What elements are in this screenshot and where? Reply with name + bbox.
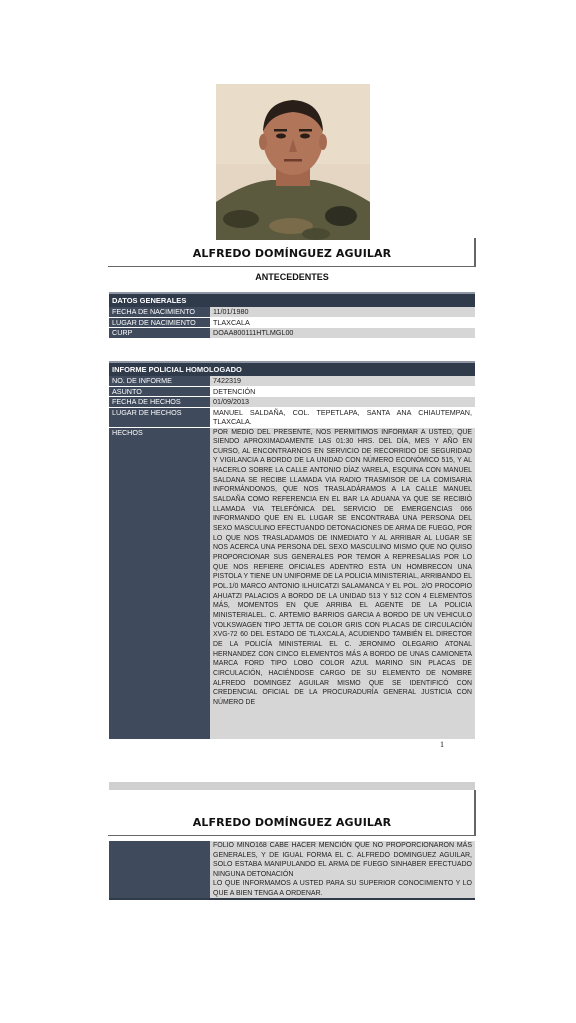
informe-policial-table	[109, 361, 475, 740]
row-label: LUGAR DE NACIMIENTO	[109, 318, 210, 328]
row-label: FECHA DE HECHOS	[109, 397, 210, 407]
person-name-heading-page2: ALFREDO DOMÍNGUEZ AGUILAR	[192, 816, 392, 829]
continuation-table	[109, 841, 475, 900]
row-label: FECHA DE NACIMIENTO	[109, 307, 210, 317]
table-row	[109, 328, 475, 339]
continuation-text	[210, 841, 475, 899]
page-top-band	[109, 782, 475, 790]
suspect-photo	[216, 84, 370, 240]
heading-rule-horizontal	[108, 835, 476, 836]
datos-generales-header: DATOS GENERALES	[109, 292, 475, 307]
row-value: 7422319	[210, 376, 475, 386]
table-row	[109, 428, 475, 740]
row-label: LUGAR DE HECHOS	[109, 408, 210, 427]
informe-header: INFORME POLICIAL HOMOLOGADO	[109, 361, 475, 376]
table-row	[109, 397, 475, 408]
heading-rule-horizontal	[108, 266, 476, 267]
row-value: DETENCIÓN	[210, 387, 475, 397]
section-title-antecedentes: ANTECEDENTES	[255, 272, 329, 282]
row-label-empty	[109, 841, 210, 899]
row-value: DOAA800111HTLMGL00	[210, 328, 475, 338]
continuation-paragraph: LO QUE INFORMAMOS A USTED PARA SU SUPERIOR CONOCIMIENTO Y LO QUE A BIEN TENGA A ORDENAR.	[213, 880, 472, 897]
heading-rule-vertical	[474, 238, 476, 266]
row-value: TLAXCALA	[210, 318, 475, 328]
table-row	[109, 841, 475, 900]
row-value: 01/09/2013	[210, 397, 475, 407]
table-row	[109, 408, 475, 428]
row-value: 11/01/1980	[210, 307, 475, 317]
table-row	[109, 387, 475, 398]
continuation-paragraph: FOLIO MINO168 CABE HACER MENCIÓN QUE NO PROPORCIONARON MÁS GENERALES, Y DE IGUAL FORMA EL C. ALFREDO DOMINGUEZ AGUILAR, SOLO ESTABA MANIPULANDO EL ARMA DE FUEGO SINHABER EFECTUADO NINGUNA DETONACIÓN	[213, 842, 472, 878]
heading-rule-vertical	[474, 790, 476, 835]
row-label: CURP	[109, 328, 210, 338]
table-row	[109, 318, 475, 329]
row-label: HECHOS	[109, 428, 210, 739]
row-label: ASUNTO	[109, 387, 210, 397]
page-number: 1	[440, 740, 444, 749]
row-label: NO. DE INFORME	[109, 376, 210, 386]
table-bottom-rule	[109, 898, 475, 900]
row-value: MANUEL SALDAÑA, COL. TEPETLAPA, SANTA ANA CHIAUTEMPAN, TLAXCALA.	[210, 408, 475, 427]
datos-generales-table	[109, 292, 475, 339]
table-row	[109, 376, 475, 387]
hechos-text: POR MEDIO DEL PRESENTE, NOS PERMITIMOS INFORMAR A USTED, QUE SIENDO APROXIMADAMENTE LAS 01:30 HRS. DEL DÍA, MES Y AÑO EN CURSO, AL ENCONTRARNOS EN SERVICIO DE RECORRIDO DE SEGURIDAD Y VIGILANCIA A BORDO DE LA UNIDAD CON NÚMERO ECONÓMICO 515, Y AL HACERLO SOBRE LA CALLE ANTONIO DÍAZ VARELA, ESQUINA CON MANUEL SALDANA SE RECIBE LLAMADA VIA RADIO TRASMISOR DE LA COMISARIA INFORMÁNDONOS, QUE NOS TRASLADÁRAMOS A LA CALLE MANUEL SALDAÑA COMO REFERENCIA EN EL BAR LA ADUANA YA QUE SE RECIBIÓ LLAMADA VIA TELEFÓNICA DEL SERVICIO DE EMERGENCIAS 066 INFORMANDO QUE EN EL LUGAR SE ENCONTRABA UNA PERSONA DEL SEXO MASCULINO EFECTUANDO DETONACIONES DE ARMA DE FUEGO, POR LO QUE NOS TRASLADAMOS DE INMEDIATO Y AL ARRIBAR AL LUGAR SE NOS ACERCA UNA PERSONA DEL SEXO MASCULINO MISMO QUE NO QUISO PROPORCIONAR SUS GENERALES POR TEMOR A REPRESALIAS POR LO QUE NOS REFIERE OFICIALES ADENTRO ESTA UN HOMBRECON UNA PISTOLA Y TIENE UN UNIFORME DE LA POLICIA MINISTERIAL, ARRIBANDO EL POL.1/0 MARCO ANTONIO ILHUICATZI SALAMANCA Y EL POL. 2/O PROCOPIO AHUATZI PALACIOS A BORDO DE LA UNIDAD 513 Y 512 CON 4 ELEMENTOS MÁS, MOMENTOS EN QUE ARRIBA EL AGENTE DE LA POLICIA MINISTERIALEL. C. ARTEMIO BARRIOS GARCIA A BORDO DE UN VEHICULO VOLKSWAGEN TIPO JETTA DE COLOR GRIS CON PLACAS DE CIRCULACIÓN XVG-72 60 DEL ESTADO DE TLAXCALA, ACUDIENDO TAMBIÉN EL DIRECTOR DE LA POLICÍA MINISTERIAL EL C. JERONIMO OLEGARIO ATONAL HERNANDEZ CON CINCO ELEMENTOS MÁS A BORDO DE UNAS CAMIONETA MARCA FORD TIPO LOBO COLOR AZUL MARINO SIN PLACAS DE CIRCULACIÓN, HACIÉNDOSE CARGO DE SU ELEMENTO DE NOMBRE ALFREDO DOMINGEZ AGUILAR MISMO QUE SE IDENTIFICÓ CON CREDENCIAL OFICIAL DE LA PROCURADURÍA GENERAL JUSTICIA CON NÚMERO DE	[210, 428, 475, 739]
table-row	[109, 307, 475, 318]
person-name-heading: ALFREDO DOMÍNGUEZ AGUILAR	[192, 247, 392, 260]
